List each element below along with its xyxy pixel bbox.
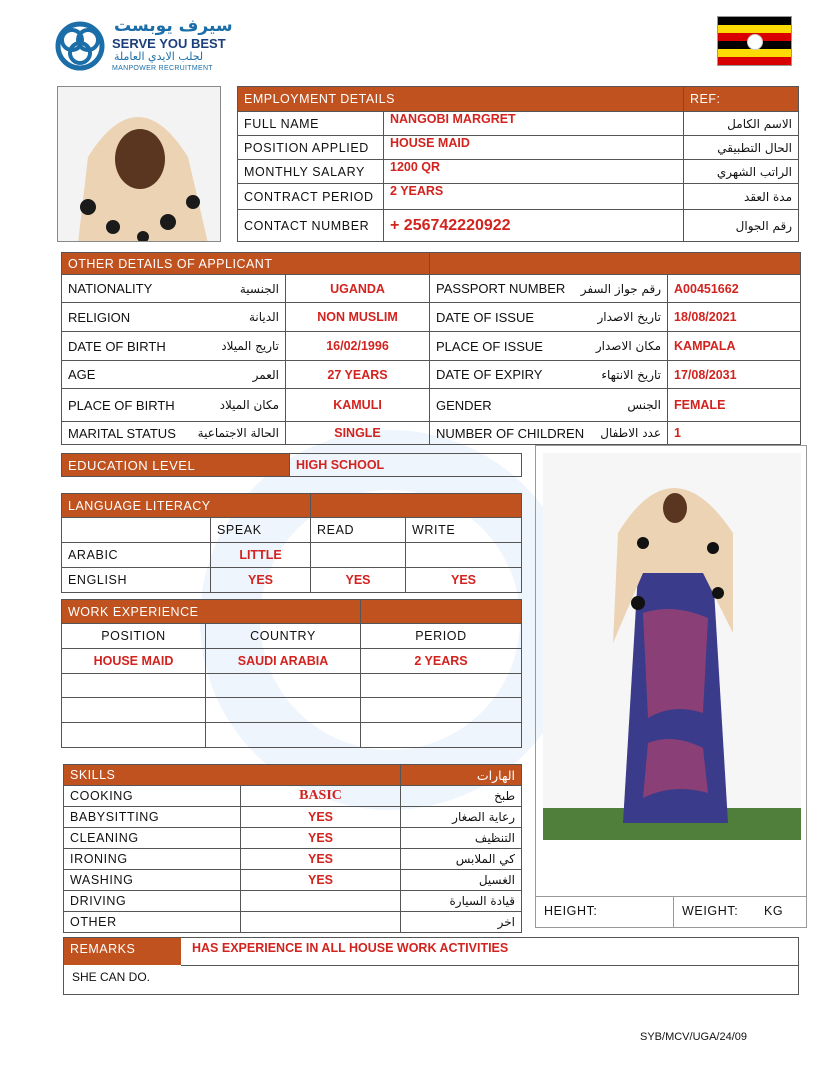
ar-passport: رقم جواز السفر — [580, 281, 662, 296]
ar-contract: مدة العقد — [684, 184, 799, 210]
ar-position: الحال التطبيقي — [684, 136, 799, 160]
label-gender: GENDER — [436, 397, 492, 413]
ar-date-issue: تاريخ الاصدار — [597, 310, 662, 324]
skill-washing-value: YES — [241, 870, 401, 891]
skill-babysitting-value: YES — [241, 807, 401, 828]
skills-table — [63, 764, 522, 933]
value-marital: SINGLE — [286, 422, 430, 445]
skill-washing: WASHING — [64, 870, 241, 891]
label-nationality: NATIONALITY — [68, 281, 153, 296]
value-contract: 2 YEARS — [384, 184, 684, 210]
height-label: HEIGHT: — [544, 904, 598, 918]
label-pob: PLACE OF BIRTH — [68, 397, 175, 413]
work-experience-table — [61, 599, 522, 748]
col-period: PERIOD — [361, 624, 522, 649]
ar-contact: رقم الجوال — [684, 210, 799, 242]
label-religion: RELIGION — [68, 309, 131, 325]
ar-gender: الجنس — [627, 398, 662, 412]
value-age: 27 YEARS — [286, 361, 430, 389]
remarks-value: HAS EXPERIENCE IN ALL HOUSE WORK ACTIVITIES — [192, 941, 509, 955]
skill-cooking-value: BASIC — [241, 786, 401, 807]
value-pob: KAMULI — [286, 389, 430, 422]
value-place-issue: KAMPALA — [668, 332, 801, 361]
skill-other-value — [241, 912, 401, 933]
language-corner — [62, 518, 211, 543]
value-salary: 1200 QR — [384, 160, 684, 184]
label-place-issue: PLACE OF ISSUE — [436, 338, 543, 354]
skill-driving-value — [241, 891, 401, 912]
col-write: WRITE — [406, 518, 522, 543]
label-passport: PASSPORT NUMBER — [436, 281, 566, 296]
measure-row — [536, 896, 806, 927]
other-details-table — [61, 252, 801, 445]
col-country: COUNTRY — [206, 624, 361, 649]
arabic-write — [406, 543, 522, 568]
label-position: POSITION APPLIED — [238, 136, 384, 160]
employment-details-table — [237, 86, 799, 242]
remarks-box — [63, 937, 799, 995]
skill-driving: DRIVING — [64, 891, 241, 912]
other-header-right — [430, 253, 801, 275]
skill-cleaning: CLEANING — [64, 828, 241, 849]
applicant-fullbody-photo — [543, 453, 801, 840]
skill-other: OTHER — [64, 912, 241, 933]
remarks-note: SHE CAN DO. — [72, 970, 151, 984]
other-header: OTHER DETAILS OF APPLICANT — [62, 253, 430, 275]
skill-ironing-value: YES — [241, 849, 401, 870]
language-header-right — [311, 494, 522, 518]
skill-cooking: COOKING — [64, 786, 241, 807]
weight-unit: KG — [764, 904, 784, 918]
value-contact: + 256742220922 — [384, 210, 684, 242]
ar-salary: الراتب الشهري — [684, 160, 799, 184]
education-value: HIGH SCHOOL — [290, 454, 522, 477]
english-read: YES — [311, 568, 406, 593]
label-contract: CONTRACT PERIOD — [238, 184, 384, 210]
skill-washing-ar: الغسيل — [401, 870, 522, 891]
label-children: NUMBER OF CHILDREN — [436, 425, 585, 441]
ar-dob: تاريج الميلاد — [221, 339, 279, 353]
work-period: 2 YEARS — [361, 649, 522, 674]
skill-cleaning-ar: التنظيف — [401, 828, 522, 849]
col-speak: SPEAK — [211, 518, 311, 543]
language-table — [61, 493, 522, 593]
skills-header: SKILLS — [64, 765, 401, 786]
skill-other-ar: اخر — [401, 912, 522, 933]
company-logo — [54, 16, 254, 78]
label-marital: MARITAL STATUS — [68, 425, 176, 441]
value-passport: A00451662 — [668, 275, 801, 303]
lang-arabic: ARABIC — [62, 543, 211, 568]
ar-place-issue: مكان الاصدار — [595, 339, 662, 353]
lang-english: ENGLISH — [62, 568, 211, 593]
value-religion: NON MUSLIM — [286, 303, 430, 332]
weight-label: WEIGHT: — [682, 904, 739, 918]
english-write: YES — [406, 568, 522, 593]
footer-code: SYB/MCV/UGA/24/09 — [640, 1031, 747, 1043]
col-read: READ — [311, 518, 406, 543]
label-full-name: FULL NAME — [238, 112, 384, 136]
label-contact: CONTACT NUMBER — [238, 210, 384, 242]
arabic-speak: LITTLE — [211, 543, 311, 568]
value-date-issue: 18/08/2021 — [668, 303, 801, 332]
table-row — [62, 723, 522, 748]
value-full-name: NANGOBI MARGRET — [384, 112, 684, 136]
work-position: HOUSE MAID — [62, 649, 206, 674]
brand-name: SERVE YOU BEST — [112, 36, 226, 51]
arabic-read — [311, 543, 406, 568]
ar-children: عدد الاطفال — [600, 426, 662, 440]
brand-sub: MANPOWER RECRUITMENT — [112, 65, 213, 72]
remarks-label: REMARKS — [64, 938, 181, 965]
skill-ironing: IRONING — [64, 849, 241, 870]
label-salary: MONTHLY SALARY — [238, 160, 384, 184]
logo-knot-icon — [54, 20, 106, 72]
value-expiry: 17/08/2031 — [668, 361, 801, 389]
fullbody-frame — [535, 445, 807, 928]
label-age: AGE — [68, 367, 96, 382]
ar-marital: الحالة الاجتماعية — [197, 426, 279, 440]
label-date-issue: DATE OF ISSUE — [436, 309, 535, 325]
ar-religion: الديانة — [248, 310, 279, 324]
skill-driving-ar: قيادة السيارة — [401, 891, 522, 912]
skill-cleaning-value: YES — [241, 828, 401, 849]
label-expiry: DATE OF EXPIRY — [436, 367, 543, 382]
value-dob: 16/02/1996 — [286, 332, 430, 361]
value-position: HOUSE MAID — [384, 136, 684, 160]
ar-expiry: تاريخ الانتهاء — [601, 367, 662, 382]
ar-nationality: الجنسية — [239, 281, 279, 296]
crane-emblem-icon — [747, 34, 763, 50]
applicant-headshot — [57, 86, 221, 242]
table-row — [62, 674, 522, 698]
skill-ironing-ar: كي الملابس — [401, 849, 522, 870]
label-dob: DATE OF BIRTH — [68, 338, 166, 354]
skill-babysitting: BABYSITTING — [64, 807, 241, 828]
work-country: SAUDI ARABIA — [206, 649, 361, 674]
brand-arabic: سيرف يوبست — [114, 16, 233, 36]
ar-full-name: الاسم الكامل — [684, 112, 799, 136]
value-gender: FEMALE — [668, 389, 801, 422]
ar-age: العمر — [252, 367, 279, 382]
col-position: POSITION — [62, 624, 206, 649]
work-header-right — [361, 600, 522, 624]
brand-arabic-sub: لجلب الايدي العاملة — [114, 50, 204, 63]
table-row — [62, 698, 522, 723]
skills-header-ar: الهارات — [401, 765, 522, 786]
employment-header: EMPLOYMENT DETAILS — [238, 87, 684, 112]
education-label: EDUCATION LEVEL — [62, 454, 290, 477]
education-table — [61, 453, 522, 477]
language-header: LANGUAGE LITERACY — [62, 494, 311, 518]
value-children: 1 — [668, 422, 801, 445]
uganda-flag — [717, 16, 792, 66]
value-nationality: UGANDA — [286, 275, 430, 303]
ref-label: REF: — [684, 87, 799, 112]
ar-pob: مكان الميلاد — [219, 398, 279, 412]
skill-babysitting-ar: رعاية الصغار — [401, 807, 522, 828]
work-header: WORK EXPERIENCE — [62, 600, 361, 624]
skill-cooking-ar: طبخ — [401, 786, 522, 807]
english-speak: YES — [211, 568, 311, 593]
